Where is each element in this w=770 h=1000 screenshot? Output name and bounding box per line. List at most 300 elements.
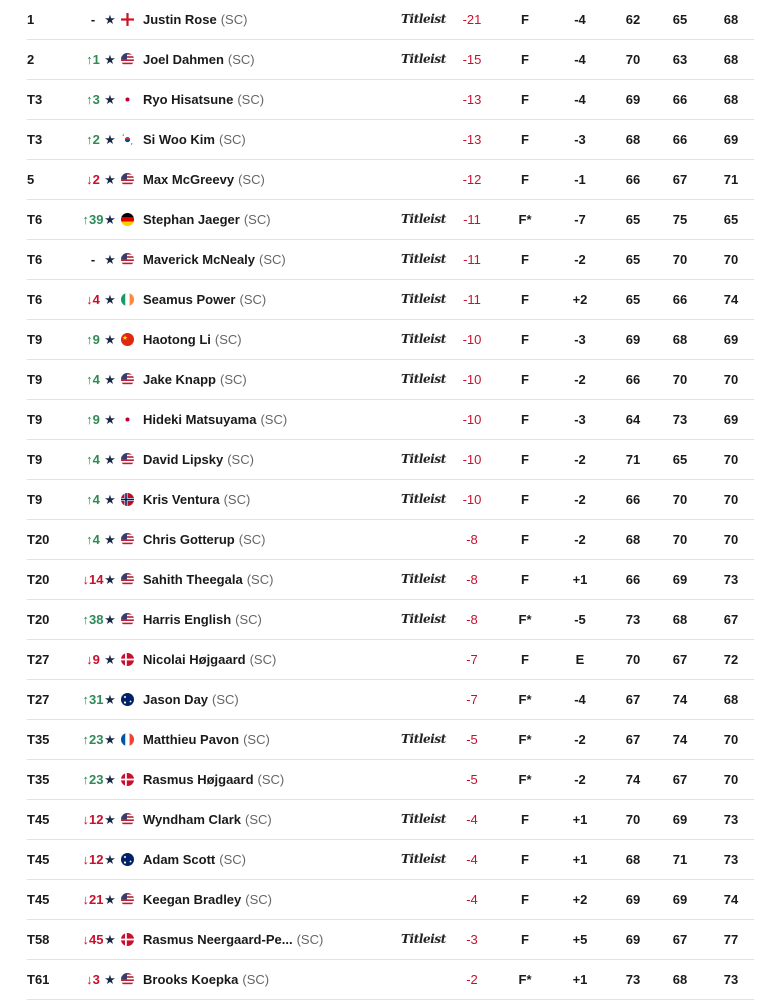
equipment-brand-logo: Titleist bbox=[401, 332, 446, 346]
total-score: -21 bbox=[462, 12, 482, 27]
leaderboard-row[interactable] bbox=[27, 680, 754, 720]
today-score: -2 bbox=[574, 452, 586, 467]
player-name-cell[interactable] bbox=[143, 520, 443, 559]
round-3-score: 67 bbox=[723, 612, 739, 627]
equipment-brand-logo: Titleist bbox=[401, 12, 446, 26]
favorite-star-icon[interactable]: ★ bbox=[104, 572, 116, 587]
japan-flag-icon bbox=[121, 93, 134, 106]
round-3-score: 70 bbox=[723, 452, 739, 467]
equipment-brand-logo: Titleist bbox=[401, 932, 446, 946]
leaderboard-row[interactable] bbox=[27, 520, 754, 560]
position: T6 bbox=[27, 212, 43, 227]
position: 1 bbox=[27, 12, 35, 27]
usa-flag-icon bbox=[121, 253, 134, 266]
round-2-score: 67 bbox=[672, 172, 688, 187]
player-name-cell[interactable] bbox=[143, 560, 446, 599]
round-1-score: 62 bbox=[625, 12, 641, 27]
position-movement: - bbox=[90, 252, 96, 267]
favorite-star-icon[interactable]: ★ bbox=[104, 612, 116, 627]
scorecard-tag: (SC) bbox=[259, 252, 286, 267]
favorite-star-icon[interactable]: ★ bbox=[104, 972, 116, 987]
player-name-cell[interactable] bbox=[143, 320, 446, 359]
total-score: -5 bbox=[466, 772, 478, 787]
australia-flag-icon bbox=[121, 693, 134, 706]
round-2-score: 69 bbox=[672, 812, 688, 827]
leaderboard-row[interactable] bbox=[27, 320, 754, 360]
scorecard-tag: (SC) bbox=[227, 52, 255, 67]
total-score: -12 bbox=[462, 172, 482, 187]
player-name[interactable]: Rasmus Neergaard-Pe... bbox=[143, 932, 293, 947]
total-score: -10 bbox=[462, 412, 482, 427]
player-name-cell[interactable] bbox=[143, 280, 446, 319]
today-score: -1 bbox=[574, 172, 586, 187]
player-name[interactable]: Maverick McNealy bbox=[143, 252, 256, 267]
leaderboard-row[interactable] bbox=[27, 480, 754, 520]
usa-flag-icon bbox=[121, 573, 134, 586]
player-name[interactable]: Chris Gotterup bbox=[143, 532, 235, 547]
leaderboard-row[interactable] bbox=[27, 120, 754, 160]
position-movement: ↓9 bbox=[86, 652, 100, 667]
today-score: +2 bbox=[572, 292, 588, 307]
japan-flag-icon bbox=[121, 413, 134, 426]
position-movement: ↑39 bbox=[82, 212, 104, 227]
norway-flag-icon bbox=[121, 493, 134, 506]
thru: F bbox=[521, 572, 529, 587]
position: T58 bbox=[27, 932, 50, 947]
leaderboard-row[interactable] bbox=[27, 160, 754, 200]
player-name-cell[interactable] bbox=[143, 600, 446, 639]
thru: F* bbox=[518, 612, 532, 627]
player-name[interactable]: Jake Knapp bbox=[143, 372, 216, 387]
round-3-score: 73 bbox=[723, 572, 739, 587]
position: T20 bbox=[27, 612, 50, 627]
scorecard-tag: (SC) bbox=[260, 412, 288, 427]
leaderboard-row[interactable] bbox=[27, 440, 754, 480]
player-name-cell[interactable] bbox=[143, 0, 446, 39]
position: T35 bbox=[27, 772, 50, 787]
thru: F bbox=[521, 252, 529, 267]
leaderboard-row[interactable] bbox=[27, 360, 754, 400]
today-score: -2 bbox=[574, 772, 586, 787]
player-name[interactable]: Brooks Koepka bbox=[143, 972, 239, 987]
player-name-cell[interactable] bbox=[143, 120, 443, 159]
scorecard-tag: (SC) bbox=[296, 932, 324, 947]
round-1-score: 73 bbox=[625, 612, 641, 627]
round-3-score: 69 bbox=[723, 332, 739, 347]
equipment-brand-logo: Titleist bbox=[401, 372, 446, 386]
today-score: -7 bbox=[574, 212, 586, 227]
today-score: -4 bbox=[574, 92, 586, 107]
position: T45 bbox=[27, 812, 50, 827]
position: T27 bbox=[27, 692, 50, 707]
round-3-score: 68 bbox=[723, 92, 739, 107]
position: T9 bbox=[27, 452, 43, 467]
usa-flag-icon bbox=[121, 893, 134, 906]
thru: F bbox=[521, 412, 529, 427]
position-movement: ↑23 bbox=[82, 732, 104, 747]
favorite-star-icon[interactable]: ★ bbox=[104, 492, 116, 507]
position-movement: ↑9 bbox=[86, 332, 100, 347]
usa-flag-icon bbox=[121, 453, 134, 466]
player-name[interactable]: Jason Day bbox=[143, 692, 209, 707]
total-score: -13 bbox=[462, 92, 482, 107]
today-score: E bbox=[575, 652, 585, 667]
equipment-brand-logo bbox=[401, 520, 445, 559]
round-1-score: 68 bbox=[625, 532, 641, 547]
position-movement: ↑31 bbox=[82, 692, 104, 707]
favorite-star-icon[interactable]: ★ bbox=[104, 772, 116, 787]
round-3-score: 70 bbox=[723, 772, 739, 787]
player-name[interactable]: Stephan Jaeger bbox=[143, 212, 240, 227]
total-score: -11 bbox=[463, 252, 481, 267]
usa-flag-icon bbox=[121, 373, 134, 386]
round-3-score: 74 bbox=[723, 292, 739, 307]
equipment-brand-logo bbox=[401, 640, 445, 679]
thru: F* bbox=[518, 772, 532, 787]
china-flag-icon bbox=[121, 333, 134, 346]
favorite-star-icon[interactable]: ★ bbox=[104, 372, 116, 387]
player-name-cell[interactable] bbox=[143, 680, 443, 719]
favorite-star-icon[interactable]: ★ bbox=[104, 332, 116, 347]
player-name-cell[interactable] bbox=[143, 480, 446, 519]
round-1-score: 64 bbox=[625, 412, 641, 427]
thru: F bbox=[521, 132, 529, 147]
round-1-score: 71 bbox=[625, 452, 641, 467]
position: T45 bbox=[27, 892, 50, 907]
player-name-cell[interactable] bbox=[143, 240, 446, 279]
today-score: +1 bbox=[572, 812, 588, 827]
today-score: -3 bbox=[574, 332, 586, 347]
round-3-score: 68 bbox=[723, 12, 739, 27]
total-score: -10 bbox=[462, 492, 482, 507]
position-movement: ↑4 bbox=[86, 452, 100, 467]
position-movement: ↓3 bbox=[86, 972, 100, 987]
position-movement: ↓14 bbox=[82, 572, 104, 587]
total-score: -8 bbox=[466, 612, 478, 627]
equipment-brand-logo bbox=[401, 880, 445, 919]
total-score: -8 bbox=[466, 532, 478, 547]
round-2-score: 68 bbox=[672, 612, 688, 627]
favorite-star-icon[interactable]: ★ bbox=[104, 652, 116, 667]
player-name-cell[interactable] bbox=[143, 40, 446, 79]
player-name[interactable]: Sahith Theegala bbox=[143, 572, 243, 587]
today-score: +2 bbox=[572, 892, 588, 907]
round-1-score: 65 bbox=[625, 212, 641, 227]
round-1-score: 65 bbox=[625, 252, 641, 267]
player-name-cell[interactable] bbox=[143, 440, 446, 479]
player-name-cell[interactable] bbox=[143, 960, 443, 999]
position: T9 bbox=[27, 332, 43, 347]
leaderboard-row[interactable] bbox=[27, 760, 754, 800]
round-1-score: 73 bbox=[625, 972, 641, 987]
round-3-score: 68 bbox=[723, 52, 739, 67]
round-3-score: 70 bbox=[723, 532, 739, 547]
player-name[interactable]: Nicolai Højgaard bbox=[143, 652, 246, 667]
position-movement: ↓2 bbox=[86, 172, 100, 187]
today-score: -2 bbox=[574, 252, 586, 267]
germany-flag-icon bbox=[121, 213, 134, 226]
favorite-star-icon[interactable]: ★ bbox=[104, 932, 116, 947]
scorecard-tag: (SC) bbox=[218, 132, 246, 147]
denmark-flag-icon bbox=[121, 773, 134, 786]
today-score: -4 bbox=[574, 52, 586, 67]
favorite-star-icon[interactable]: ★ bbox=[104, 252, 116, 267]
total-score: -10 bbox=[462, 372, 482, 387]
round-2-score: 75 bbox=[672, 212, 688, 227]
round-3-score: 72 bbox=[723, 652, 739, 667]
thru: F bbox=[521, 172, 529, 187]
total-score: -4 bbox=[466, 812, 478, 827]
player-name-cell[interactable] bbox=[143, 400, 443, 439]
scorecard-tag: (SC) bbox=[212, 692, 239, 707]
scorecard-tag: (SC) bbox=[245, 892, 272, 907]
today-score: -2 bbox=[574, 532, 586, 547]
player-name[interactable]: Max McGreevy bbox=[143, 172, 235, 187]
player-name-cell[interactable] bbox=[143, 160, 443, 199]
position: T3 bbox=[27, 132, 43, 147]
favorite-star-icon[interactable]: ★ bbox=[104, 732, 116, 747]
thru: F bbox=[521, 492, 529, 507]
scorecard-tag: (SC) bbox=[237, 92, 265, 107]
round-3-score: 68 bbox=[723, 692, 739, 707]
favorite-star-icon[interactable]: ★ bbox=[104, 212, 116, 227]
player-name[interactable]: Haotong Li bbox=[143, 332, 211, 347]
round-1-score: 69 bbox=[625, 92, 641, 107]
leaderboard-row[interactable] bbox=[27, 720, 754, 760]
scorecard-tag: (SC) bbox=[243, 212, 271, 227]
leaderboard-row[interactable] bbox=[27, 600, 754, 640]
player-name[interactable]: Joel Dahmen bbox=[143, 52, 224, 67]
thru: F* bbox=[518, 972, 532, 987]
today-score: +5 bbox=[572, 932, 588, 947]
leaderboard-row[interactable] bbox=[27, 640, 754, 680]
england-flag-icon bbox=[121, 13, 134, 26]
scorecard-tag: (SC) bbox=[246, 572, 274, 587]
thru: F bbox=[521, 812, 529, 827]
player-name-cell[interactable] bbox=[143, 80, 443, 119]
position-movement: ↑4 bbox=[86, 532, 100, 547]
scorecard-tag: (SC) bbox=[243, 732, 270, 747]
total-score: -15 bbox=[462, 52, 482, 67]
round-3-score: 77 bbox=[723, 932, 739, 947]
favorite-star-icon[interactable]: ★ bbox=[104, 692, 116, 707]
round-1-score: 68 bbox=[625, 132, 641, 147]
player-name[interactable]: Kris Ventura bbox=[143, 492, 220, 507]
position-movement: ↓45 bbox=[82, 932, 104, 947]
ireland-flag-icon bbox=[121, 293, 134, 306]
total-score: -4 bbox=[466, 892, 478, 907]
player-name[interactable]: Keegan Bradley bbox=[143, 892, 242, 907]
player-name-cell[interactable] bbox=[143, 640, 443, 679]
equipment-brand-logo bbox=[401, 160, 445, 199]
player-name[interactable]: Hideki Matsuyama bbox=[143, 412, 257, 427]
thru: F bbox=[521, 12, 529, 27]
player-name[interactable]: Rasmus Højgaard bbox=[143, 772, 254, 787]
thru: F bbox=[521, 532, 529, 547]
round-3-score: 70 bbox=[723, 492, 739, 507]
round-3-score: 70 bbox=[723, 732, 739, 747]
round-3-score: 65 bbox=[723, 212, 739, 227]
favorite-star-icon[interactable]: ★ bbox=[104, 892, 116, 907]
round-2-score: 63 bbox=[672, 52, 688, 67]
favorite-star-icon[interactable]: ★ bbox=[104, 292, 116, 307]
total-score: -7 bbox=[466, 652, 478, 667]
position: T9 bbox=[27, 372, 43, 387]
leaderboard-row[interactable] bbox=[27, 880, 754, 920]
player-name-cell[interactable] bbox=[143, 200, 446, 239]
player-name[interactable]: Adam Scott bbox=[143, 852, 216, 867]
equipment-brand-logo bbox=[401, 960, 445, 999]
round-1-score: 67 bbox=[625, 692, 641, 707]
round-2-score: 70 bbox=[672, 372, 688, 387]
position: T35 bbox=[27, 732, 50, 747]
favorite-star-icon[interactable]: ★ bbox=[104, 452, 116, 467]
round-2-score: 67 bbox=[672, 932, 688, 947]
round-2-score: 70 bbox=[672, 252, 688, 267]
player-name[interactable]: Harris English bbox=[143, 612, 232, 627]
round-1-score: 70 bbox=[625, 52, 641, 67]
leaderboard-row[interactable] bbox=[27, 920, 754, 960]
korea-flag-icon bbox=[121, 133, 134, 146]
player-name[interactable]: Ryo Hisatsune bbox=[143, 92, 234, 107]
favorite-star-icon[interactable]: ★ bbox=[104, 412, 116, 427]
player-name[interactable]: Justin Rose bbox=[143, 12, 217, 27]
leaderboard-row[interactable] bbox=[27, 80, 754, 120]
round-2-score: 66 bbox=[672, 292, 688, 307]
round-1-score: 70 bbox=[625, 812, 641, 827]
position: T20 bbox=[27, 532, 50, 547]
player-name-cell[interactable] bbox=[143, 760, 443, 799]
equipment-brand-logo: Titleist bbox=[401, 52, 446, 66]
leaderboard-row[interactable] bbox=[27, 400, 754, 440]
usa-flag-icon bbox=[121, 53, 134, 66]
scorecard-tag: (SC) bbox=[219, 852, 246, 867]
position-movement: ↑2 bbox=[86, 132, 100, 147]
leaderboard-row[interactable] bbox=[27, 240, 754, 280]
today-score: -2 bbox=[574, 492, 586, 507]
round-1-score: 74 bbox=[625, 772, 641, 787]
thru: F bbox=[521, 892, 529, 907]
equipment-brand-logo bbox=[401, 120, 445, 159]
scorecard-tag: (SC) bbox=[227, 452, 254, 467]
player-name-cell[interactable] bbox=[143, 720, 446, 759]
position: T9 bbox=[27, 412, 43, 427]
leaderboard-row[interactable] bbox=[27, 280, 754, 320]
leaderboard-row[interactable] bbox=[27, 200, 754, 240]
round-1-score: 65 bbox=[625, 292, 641, 307]
today-score: -5 bbox=[574, 612, 586, 627]
leaderboard-row[interactable] bbox=[27, 800, 754, 840]
favorite-star-icon[interactable]: ★ bbox=[104, 532, 116, 547]
player-name-cell[interactable] bbox=[143, 800, 446, 839]
denmark-flag-icon bbox=[121, 653, 134, 666]
total-score: -5 bbox=[466, 732, 478, 747]
position: T6 bbox=[27, 292, 43, 307]
thru: F* bbox=[518, 692, 532, 707]
equipment-brand-logo: Titleist bbox=[401, 492, 446, 506]
player-name[interactable]: Seamus Power bbox=[143, 292, 236, 307]
leaderboard-row[interactable] bbox=[27, 840, 754, 880]
scorecard-tag: (SC) bbox=[238, 172, 265, 187]
equipment-brand-logo: Titleist bbox=[401, 612, 446, 626]
scorecard-tag: (SC) bbox=[220, 12, 248, 27]
thru: F bbox=[521, 292, 529, 307]
round-3-score: 69 bbox=[723, 412, 739, 427]
position: 5 bbox=[27, 172, 35, 187]
today-score: +1 bbox=[572, 972, 588, 987]
round-1-score: 70 bbox=[625, 652, 641, 667]
favorite-star-icon[interactable]: ★ bbox=[104, 52, 116, 67]
player-name-cell[interactable] bbox=[143, 880, 443, 919]
usa-flag-icon bbox=[121, 533, 134, 546]
today-score: -3 bbox=[574, 412, 586, 427]
total-score: -4 bbox=[466, 852, 478, 867]
equipment-brand-logo: Titleist bbox=[401, 812, 446, 826]
position-movement: - bbox=[90, 12, 96, 27]
thru: F bbox=[521, 372, 529, 387]
round-1-score: 66 bbox=[625, 572, 641, 587]
player-name[interactable]: Wyndham Clark bbox=[143, 812, 242, 827]
position: T6 bbox=[27, 252, 43, 267]
position: T9 bbox=[27, 492, 43, 507]
scorecard-tag: (SC) bbox=[257, 772, 285, 787]
equipment-brand-logo: Titleist bbox=[401, 452, 446, 466]
round-1-score: 69 bbox=[625, 892, 641, 907]
position: 2 bbox=[27, 52, 35, 67]
leaderboard-row[interactable] bbox=[27, 560, 754, 600]
leaderboard-row[interactable] bbox=[27, 0, 754, 40]
round-2-score: 74 bbox=[672, 692, 688, 707]
round-2-score: 66 bbox=[672, 132, 688, 147]
round-1-score: 69 bbox=[625, 332, 641, 347]
leaderboard-row[interactable] bbox=[27, 40, 754, 80]
thru: F bbox=[521, 332, 529, 347]
round-2-score: 69 bbox=[672, 572, 688, 587]
round-3-score: 73 bbox=[723, 852, 739, 867]
favorite-star-icon[interactable]: ★ bbox=[104, 172, 116, 187]
equipment-brand-logo bbox=[401, 80, 445, 119]
total-score: -2 bbox=[466, 972, 478, 987]
favorite-star-icon[interactable]: ★ bbox=[104, 92, 116, 107]
position-movement: ↑3 bbox=[86, 92, 100, 107]
round-2-score: 67 bbox=[672, 652, 688, 667]
player-name[interactable]: David Lipsky bbox=[143, 452, 224, 467]
player-name[interactable]: Si Woo Kim bbox=[143, 132, 215, 147]
scorecard-tag: (SC) bbox=[242, 972, 270, 987]
round-1-score: 66 bbox=[625, 372, 641, 387]
round-1-score: 69 bbox=[625, 932, 641, 947]
round-2-score: 70 bbox=[672, 492, 688, 507]
round-2-score: 67 bbox=[672, 772, 688, 787]
position-movement: ↓21 bbox=[82, 892, 104, 907]
scorecard-tag: (SC) bbox=[235, 612, 262, 627]
position-movement: ↑4 bbox=[86, 492, 100, 507]
favorite-star-icon[interactable]: ★ bbox=[104, 132, 116, 147]
favorite-star-icon[interactable]: ★ bbox=[104, 852, 116, 867]
player-name-cell[interactable] bbox=[143, 920, 446, 959]
usa-flag-icon bbox=[121, 973, 134, 986]
leaderboard-row[interactable] bbox=[27, 960, 754, 1000]
position-movement: ↓12 bbox=[82, 852, 104, 867]
player-name-cell[interactable] bbox=[143, 840, 446, 879]
favorite-star-icon[interactable]: ★ bbox=[104, 12, 116, 27]
favorite-star-icon[interactable]: ★ bbox=[104, 812, 116, 827]
position-movement: ↓4 bbox=[86, 292, 100, 307]
player-name[interactable]: Matthieu Pavon bbox=[143, 732, 240, 747]
total-score: -11 bbox=[463, 212, 481, 227]
scorecard-tag: (SC) bbox=[214, 332, 242, 347]
player-name-cell[interactable] bbox=[143, 360, 446, 399]
